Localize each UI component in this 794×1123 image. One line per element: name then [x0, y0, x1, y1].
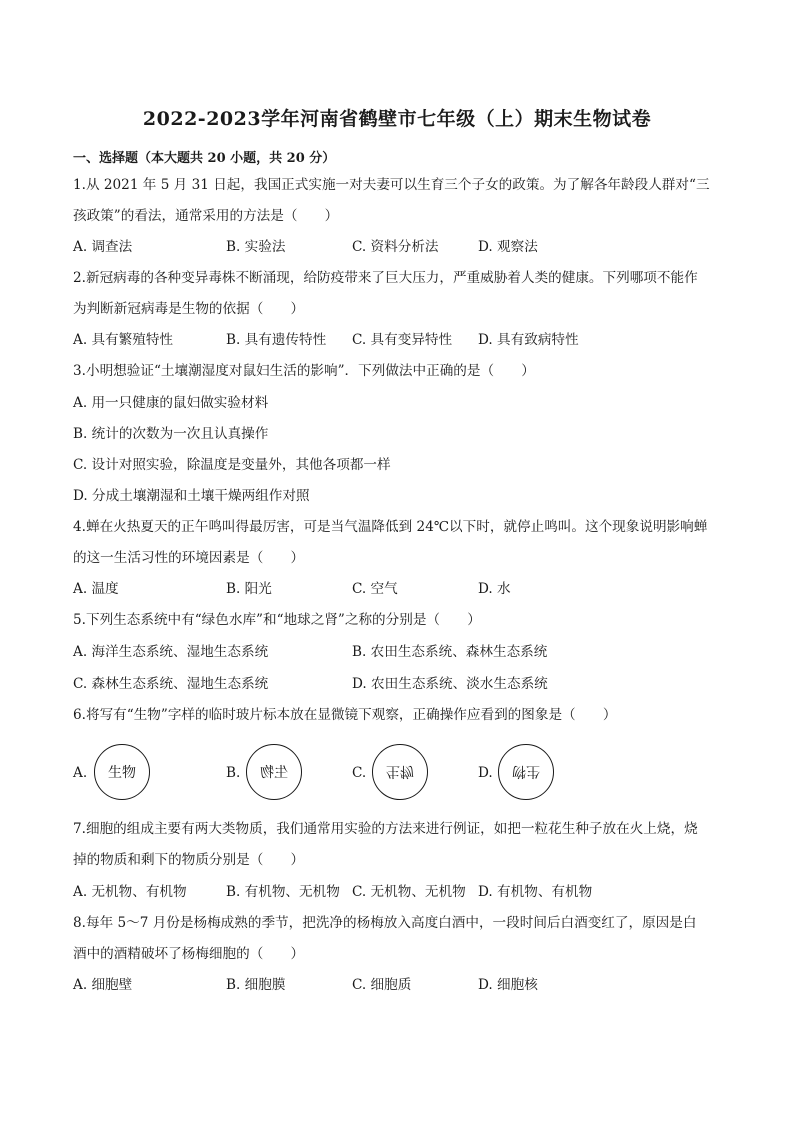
- question-4-option-b: B. 阳光: [226, 581, 272, 597]
- question-7-option-a: A. 无机物、有机物: [73, 884, 187, 900]
- question-7-option-b: B. 有机物、无机物: [226, 884, 340, 900]
- question-7-option-d: D. 有机物、有机物: [478, 884, 593, 900]
- figure-c-circle: [372, 744, 428, 800]
- question-1-option-c: C. 资料分析法: [352, 239, 439, 255]
- question-8-option-a: A. 细胞壁: [73, 977, 133, 993]
- question-6-option-c: C.: [352, 765, 367, 781]
- question-5-option-d: D. 农田生态系统、淡水生态系统: [352, 676, 548, 692]
- figure-c-text: 生物: [386, 763, 414, 779]
- question-8-option-d: D. 细胞核: [478, 977, 538, 993]
- question-6-option-a: A.: [73, 765, 88, 781]
- question-1-line-2: 孩政策”的看法，通常采用的方法是（ ）: [73, 208, 339, 224]
- question-4-line-1: 4.蝉在火热夏天的正午鸣叫得最厉害，可是当气温降低到 24℃以下时，就停止鸣叫。这个现象说明影响蝉: [73, 519, 708, 535]
- question-8-option-c: C. 细胞质: [352, 977, 412, 993]
- question-5-option-b: B. 农田生态系统、森林生态系统: [352, 644, 548, 660]
- section-heading: 一、选择题（本大题共 20 小题，共 20 分）: [73, 151, 336, 166]
- question-8-line-2: 酒中的酒精破坏了杨梅细胞的（ ）: [73, 946, 305, 962]
- question-2-option-b: B. 具有遗传特性: [226, 332, 327, 348]
- question-3-option-a: A. 用一只健康的鼠妇做实验材料: [73, 395, 269, 411]
- figure-d-text: 生物: [512, 763, 540, 779]
- page-title: 2022-2023学年河南省鹤壁市七年级（上）期末生物试卷: [142, 108, 652, 130]
- question-5-line-1: 5.下列生态系统中有“绿色水库”和“地球之肾”之称的分别是（ ）: [73, 612, 481, 628]
- question-6-line-1: 6.将写有“生物”字样的临时玻片标本放在显微镜下观察，正确操作应看到的图象是（ ）: [73, 707, 617, 723]
- question-2-option-a: A. 具有繁殖特性: [73, 332, 174, 348]
- question-6-option-b: B.: [226, 765, 241, 781]
- question-7-option-c: C. 无机物、无机物: [352, 884, 466, 900]
- question-2-line-1: 2.新冠病毒的各种变异毒株不断涌现，给防疫带来了巨大压力，严重威胁着人类的健康。下列哪项不能作: [73, 270, 698, 286]
- question-3-option-c: C. 设计对照实验，除温度是变量外，其他各项都一样: [73, 457, 391, 473]
- question-8-option-b: B. 细胞膜: [226, 977, 286, 993]
- question-1-line-1: 1.从 2021 年 5 月 31 日起，我国正式实施一对夫妻可以生育三个子女的政策。为了解各年龄段人群对“三: [73, 177, 710, 193]
- figure-b-text: 生物: [260, 765, 288, 781]
- question-7-line-2: 掉的物质和剩下的物质分别是（ ）: [73, 852, 305, 868]
- figure-b-circle: [246, 744, 302, 800]
- figure-a-circle: [94, 744, 150, 800]
- question-8-line-1: 8.每年 5～7 月份是杨梅成熟的季节，把洗净的杨梅放入高度白酒中，一段时间后白酒变红了，原因是白: [73, 915, 697, 931]
- question-5-option-c: C. 森林生态系统、湿地生态系统: [73, 676, 269, 692]
- question-4-option-a: A. 温度: [73, 581, 119, 597]
- question-1-option-d: D. 观察法: [478, 239, 538, 255]
- question-4-option-d: D. 水: [478, 581, 511, 597]
- question-3-line-1: 3.小明想验证“土壤潮湿度对鼠妇生活的影响”．下列做法中正确的是（ ）: [73, 363, 535, 379]
- question-2-option-c: C. 具有变异特性: [352, 332, 453, 348]
- question-3-option-b: B. 统计的次数为一次且认真操作: [73, 426, 269, 442]
- question-4-option-c: C. 空气: [352, 581, 398, 597]
- question-4-line-2: 的这一生活习性的环境因素是（ ）: [73, 550, 305, 566]
- question-5-option-a: A. 海洋生态系统、湿地生态系统: [73, 644, 269, 660]
- question-2-option-d: D. 具有致病特性: [478, 332, 579, 348]
- question-6-option-d: D.: [478, 765, 493, 781]
- figure-d-circle: [498, 744, 554, 800]
- question-7-line-1: 7.细胞的组成主要有两大类物质，我们通常用实验的方法来进行例证，如把一粒花生种子放在火上烧，烧: [73, 821, 698, 837]
- figure-a-text: 生物: [108, 765, 136, 781]
- question-3-option-d: D. 分成土壤潮湿和土壤干燥两组作对照: [73, 488, 310, 504]
- question-1-option-b: B. 实验法: [226, 239, 286, 255]
- question-2-line-2: 为判断新冠病毒是生物的依据（ ）: [73, 301, 305, 317]
- question-1-option-a: A. 调查法: [73, 239, 133, 255]
